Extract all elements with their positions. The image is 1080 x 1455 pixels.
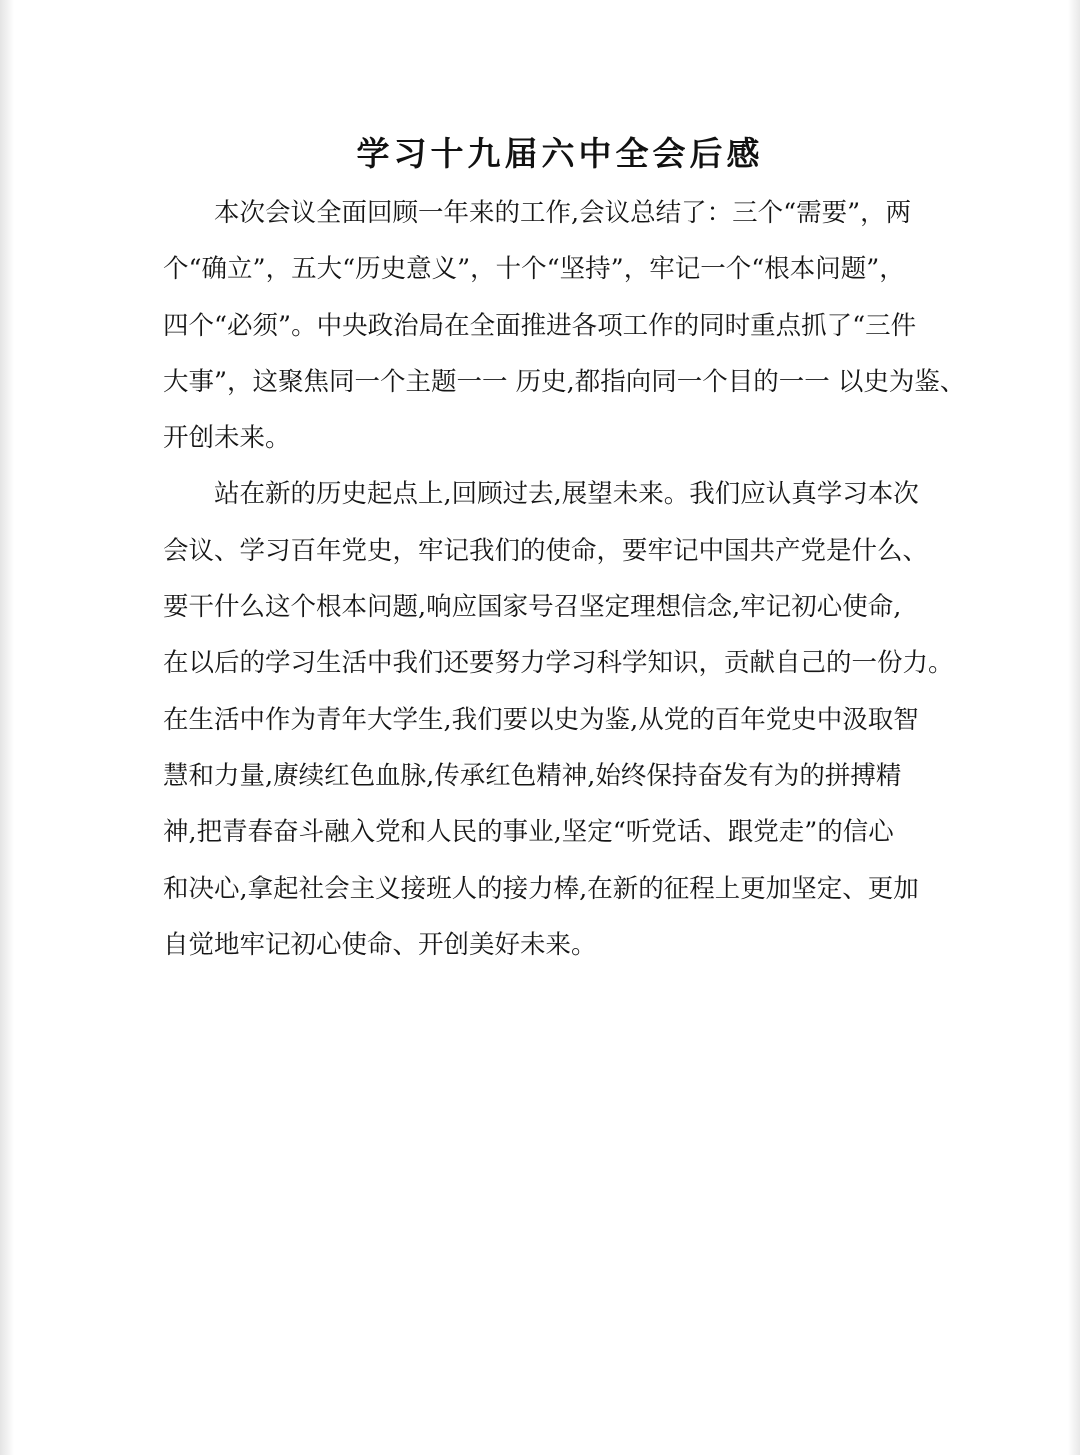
document-body [163, 185, 966, 973]
paragraph-1 [163, 185, 966, 466]
text-line: 本次会议全面回顾一年来的工作,会议总结了：三个“需要”，两 [214, 198, 912, 228]
text-line: 个“确立”，五大“历史意义”，十个“坚持”，牢记一个“根本问题”， [163, 254, 905, 285]
page-edge-shadow-left [0, 0, 14, 1455]
text-line: 和决心,拿起社会主义接班人的接力棒,在新的征程上更加坚定、更加 [163, 873, 919, 904]
paragraph-2 [163, 466, 954, 973]
text-line: 站在新的历史起点上,回顾过去,展望未来。我们应认真学习本次 [214, 479, 919, 510]
text-line: 要干什么这个根本问题,响应国家号召坚定理想信念,牢记初心使命, [163, 592, 902, 623]
document-title: 学习十九届六中全会后感 [356, 134, 764, 173]
text-line: 慧和力量,赓续红色血脉,传承红色精神,始终保持奋发有为的拼搏精 [163, 760, 902, 791]
text-line: 自觉地牢记初心使命、开创美好未来。 [163, 929, 597, 960]
text-line: 大事”，这聚焦同一个主题一一 历史,都指向同一个目的一一 以史为鉴、 [163, 366, 966, 397]
page-edge-shadow-right [1068, 0, 1080, 1455]
text-line: 在生活中作为青年大学生,我们要以史为鉴,从党的百年党史中汲取智 [163, 704, 919, 735]
text-line: 在以后的学习生活中我们还要努力学习科学知识，贡献自己的一份力。 [163, 648, 954, 679]
text-line: 会议、学习百年党史，牢记我们的使命，要牢记中国共产党是什么、 [163, 535, 929, 566]
text-line: 神,把青春奋斗融入党和人民的事业,坚定“听党话、跟党走”的信心 [163, 817, 894, 848]
text-line: 四个“必须”。中央政治局在全面推进各项工作的同时重点抓了“三件 [163, 310, 917, 341]
text-line: 开创未来。 [163, 423, 291, 454]
